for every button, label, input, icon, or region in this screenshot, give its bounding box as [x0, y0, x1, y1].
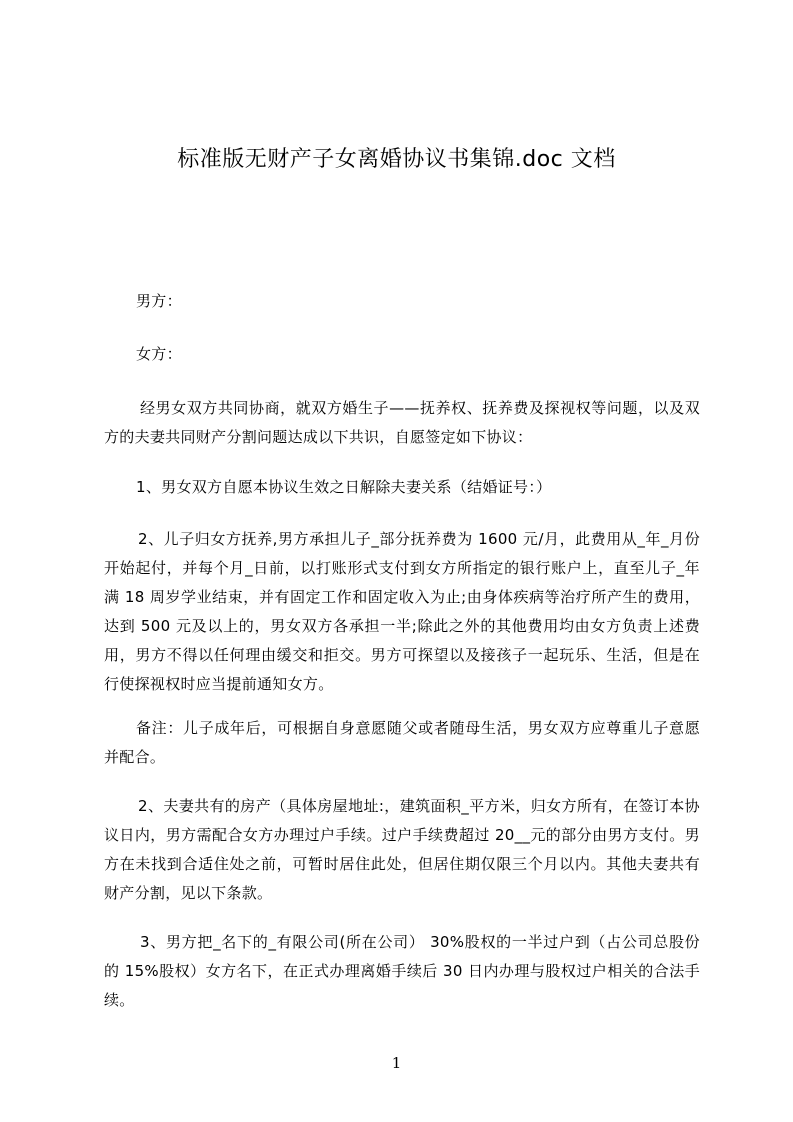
paragraph-clause-1: 1、男女双方自愿本协议生效之日解除夫妻关系（结婚证号：） [136, 478, 552, 496]
paragraph-wife: 女方： [136, 345, 182, 363]
document-title: 标准版无财产子女离婚协议书集锦.doc 文档 [177, 147, 616, 172]
paragraph-clause-2-property: 2、夫妻共有的房产（具体房屋地址:，建筑面积_平方米，归女方所有，在签订本协议日内，男方需配合女方办理过户手续。过户手续费超过 20__元的部分由男方支付。男方在未找到合适住处之前，可暂时居住此处，但居住期仅限三个月以内。其他夫妻共有财产分割，见以下条款。 [104, 797, 700, 902]
paragraph-preamble: 经男女双方共同协商，就双方婚生子——抚养权、抚养费及探视权等问题，以及双方的夫妻共同财产分割问题达成以下共识，自愿签定如下协议： [104, 399, 700, 446]
paragraph-note: 备注：儿子成年后，可根据自身意愿随父或者随母生活，男女双方应尊重儿子意愿并配合。 [104, 719, 700, 766]
paragraph-clause-3-equity: 3、男方把_名下的_有限公司(所在公司） 30%股权的一半过户到（占公司总股份的 15%股权）女方名下，在正式办理离婚手续后 30 日内办理与股权过户相关的合法手续。 [104, 933, 700, 1009]
paragraph-clause-2-custody: 2、儿子归女方抚养,男方承担儿子_部分抚养费为 1600 元/月，此费用从_年_月份开始起付，并每个月_日前，以打账形式支付到女方所指定的银行账户上，直至儿子_年满 18 周岁学业结束，并有固定工作和固定收入为止;由身体疾病等治疗所产生的费用，达到 500 元及以上的，男女双方各承担一半;除此之外的其他费用均由女方负责上述费用，男方不得以任何理由缓交和拒交。男方可探望以及接孩子一起玩乐、生活，但是在行使探视权时应当提前通知女方。 [104, 530, 700, 693]
paragraph-husband: 男方： [136, 292, 182, 310]
page-number: 1 [391, 1054, 402, 1072]
